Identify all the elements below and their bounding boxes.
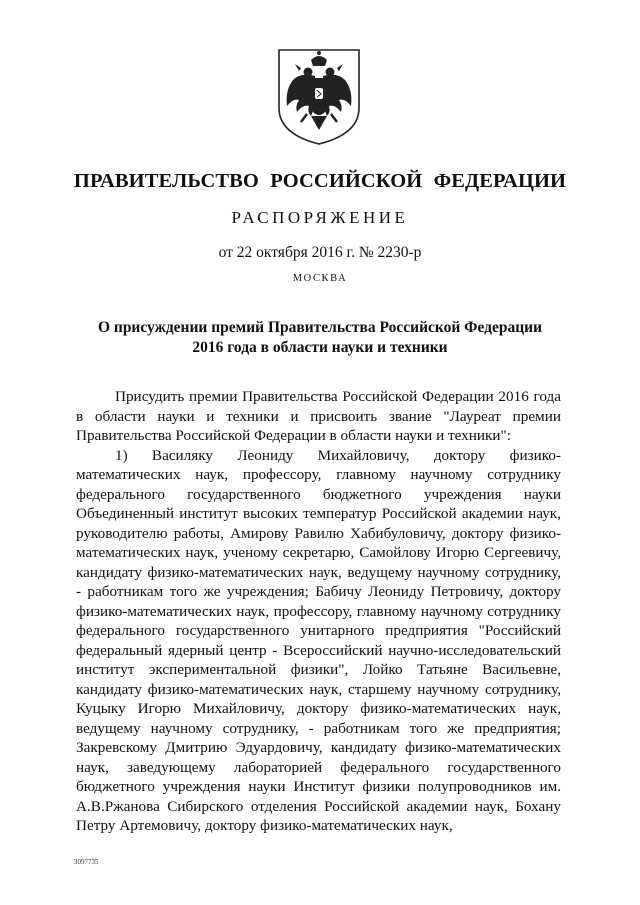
document-title [0, 318, 640, 358]
footer-doc-number: 3097735 [74, 858, 99, 866]
city: МОСКВА [292, 273, 348, 284]
paragraph-item-1: 1) Василяку Леониду Михайловичу, доктору физико-математических наук, профессору, главному научному сотруднику федерального государственного бюджетного учреждения науки Объединенный институт высоких температур Российской академии наук, руководителю работы, Амирову Равилю Хабибуловичу, доктору физико-математических наук, ученому секретарю, Самойлову Игорю Сергеевичу, кандидату физико-математических наук, ведущему научному сотруднику, - работникам того же учреждения; Бабичу Леониду Петровичу, доктору физико-математических наук, профессору, главному научному сотруднику федерального государственного унитарного предприятия "Российский федеральный ядерный центр - Всероссийский научно-исследовательский институт экспериментальной физики", Лойко Татьяне Васильевне, кандидату физико-математических наук, старшему научному сотруднику, Куцыку Игорю Михайловичу, доктору физико-математических наук, ведущему научному сотруднику, - работникам того же предприятия; Закревскому Дмитрию Эдуардовичу, кандидату физико-математических наук, заведующему лабораторией федерального государственного бюджетного учреждения науки Институт физики полупроводников им. А.В.Ржанова Сибирского отделения Российской академии наук, Бохану Петру Артемовичу, доктору физико-математических наук, [76, 446, 561, 834]
document-body [76, 387, 561, 836]
document-type: РАСПОРЯЖЕНИЕ [231, 208, 409, 227]
document-title-line-2: 2016 года в области науки и техники [192, 339, 448, 356]
government-title: ПРАВИТЕЛЬСТВО РОССИЙСКОЙ ФЕДЕРАЦИИ [73, 170, 567, 192]
coat-of-arms-icon [271, 46, 367, 146]
paragraph-intro: Присудить премии Правительства Российской Федерации 2016 года в области науки и техники и присвоить звание "Лауреат премии Правительства Российской Федерации в области науки и техники": [76, 388, 561, 444]
date-number: от 22 октября 2016 г. № 2230-р [218, 244, 422, 261]
document-title-line-1: О присуждении премий Правительства Российской Федерации [97, 319, 543, 336]
